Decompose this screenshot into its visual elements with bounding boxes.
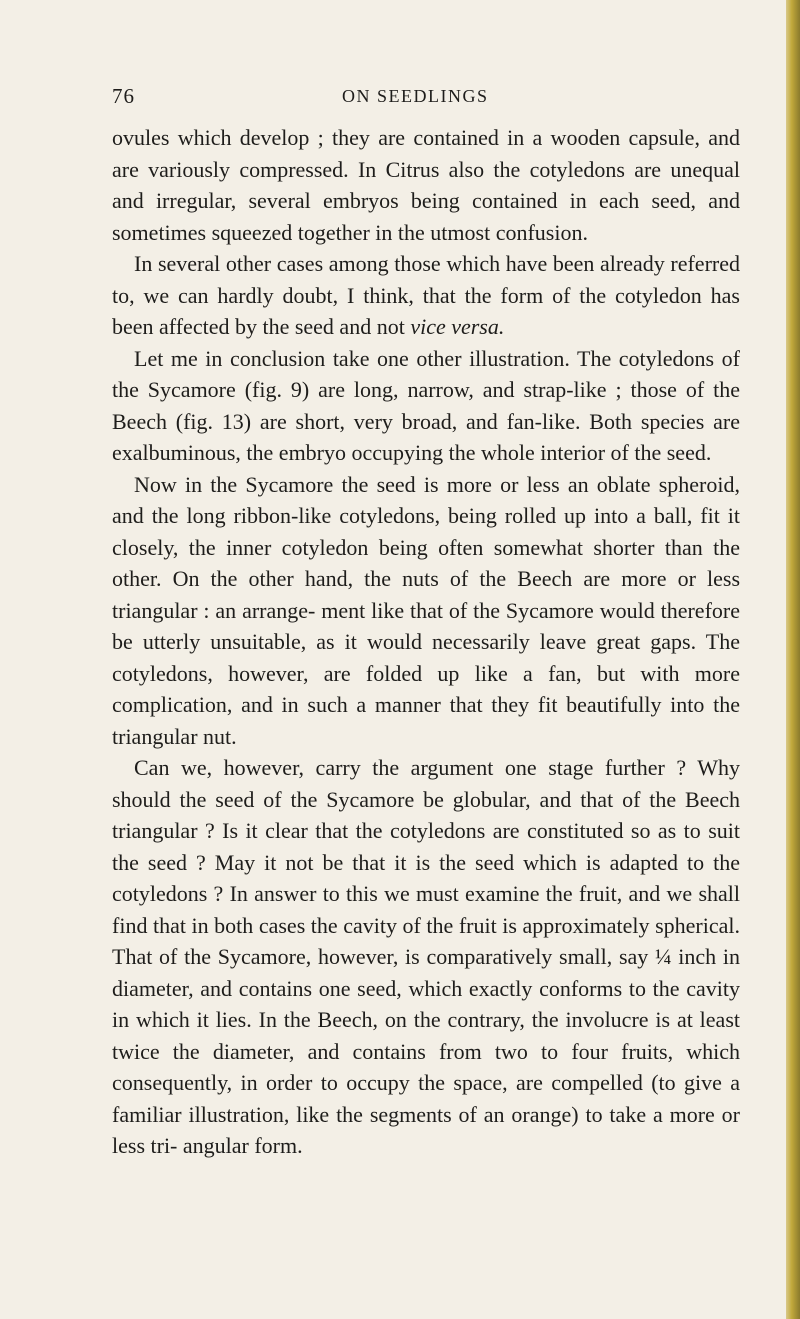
paragraph-3-text: Let me in conclusion take one other illustration. The cotyledons of the Sycamore (fig. 9) are long, narrow, and strap-like ; those of the Beech (fig. 13) are short, very broad, and fan-like. Both species are exalbuminous, the embryo occupying the whole interior of the seed. xyxy=(112,345,740,465)
paragraph-1 xyxy=(112,122,740,248)
paragraph-5-text: Can we, however, carry the argument one stage further ? Why should the seed of the Sycamore be globular, and that of the Beech triangular ? Is it clear that the cotyledons are constituted so as to suit the seed ? May it not be that it is the seed which is adapted to the cotyledons ? In answer to this we must examine the fruit, and we shall find that in both cases the cavity of the fruit is approximately spherical. That of the Sycamore, however, is comparatively small, say ¼ inch in diameter, and contains one seed, which exactly conforms to the cavity in which it lies. In the Beech, on the contrary, the involucre is at least twice the diameter, and contains from two to four fruits, which consequently, in order to occupy the space, are compelled (to give a familiar illustration, like the segments of an orange) to take a more or less tri- angular form. xyxy=(112,755,740,1158)
paragraph-1-text: ovules which develop ; they are contained in a wooden capsule, and are variously compressed. In Citrus also the cotyledons are unequal and irregular, several embryos being contained in each seed, and sometimes squeezed together in the utmost confusion. xyxy=(112,125,740,245)
paragraph-3 xyxy=(112,343,740,469)
paragraph-4-text: Now in the Sycamore the seed is more or less an oblate spheroid, and the long ribbon-like cotyledons, being rolled up into a ball, fit it closely, the inner cotyledon being often somewhat shorter than the other. On the other hand, the nuts of the Beech are more or less triangular : an arrange- ment like that of the Sycamore would therefore be utterly unsuitable, as it would necessarily leave great gaps. The cotyledons, however, are folded up like a fan, but with more complication, and in such a manner that they fit beautifully into the triangular nut. xyxy=(112,471,740,749)
page-header xyxy=(112,84,740,114)
page-number: 76 xyxy=(112,84,135,108)
paragraph-5 xyxy=(112,752,740,1162)
paragraph-2 xyxy=(112,248,740,343)
running-head: ON SEEDLINGS xyxy=(342,86,489,106)
book-page xyxy=(112,84,740,1162)
body-text xyxy=(112,122,740,1162)
paragraph-4 xyxy=(112,469,740,753)
paragraph-2-italic-tail: vice versa. xyxy=(410,314,505,339)
page-edge xyxy=(786,0,800,1319)
paragraph-2-text: In several other cases among those which have been already referred to, we can hardly doubt, I think, that the form of the cotyledon has been affected by the seed and not xyxy=(112,251,740,339)
